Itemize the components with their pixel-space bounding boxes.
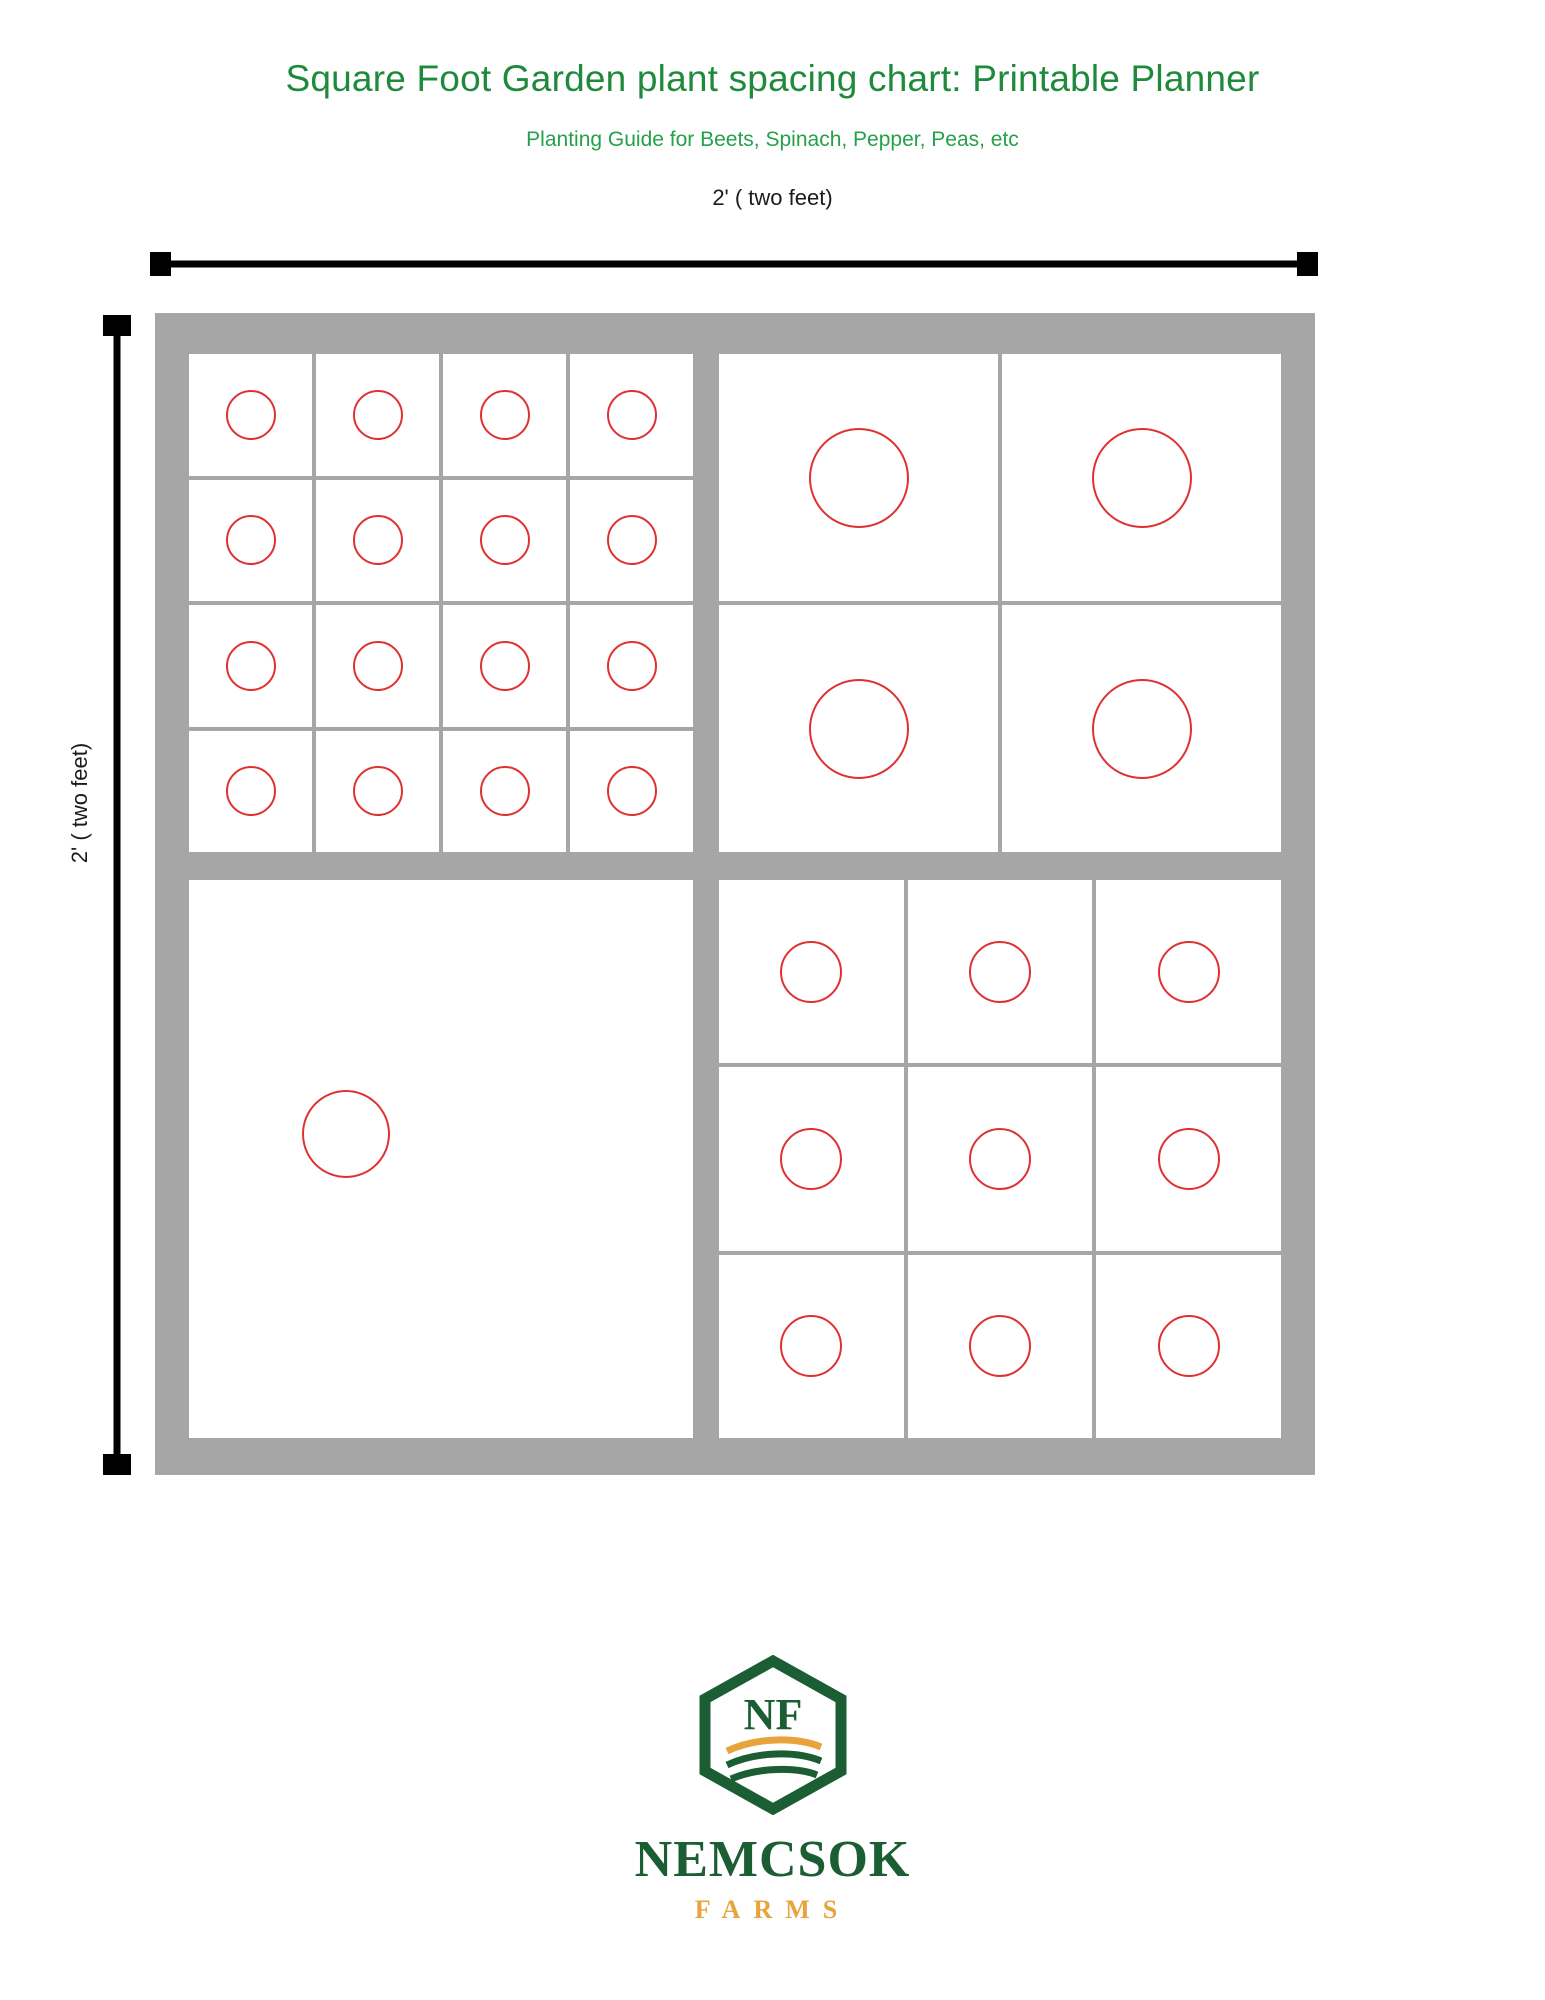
nemcsok-farms-hex-icon xyxy=(693,1655,853,1815)
plant-circle-icon xyxy=(969,1315,1031,1377)
planting-cell xyxy=(187,878,695,1440)
plant-circle-icon xyxy=(969,1128,1031,1190)
plant-circle-icon xyxy=(607,515,657,565)
plant-circle-icon xyxy=(780,1128,842,1190)
planting-cell xyxy=(717,878,906,1065)
plant-circle-icon xyxy=(353,515,403,565)
plant-circle-icon xyxy=(480,641,530,691)
plant-circle-icon xyxy=(353,390,403,440)
planting-cell xyxy=(717,1065,906,1252)
plant-circle-icon xyxy=(607,641,657,691)
garden-bed xyxy=(155,313,1315,1475)
plant-circle-icon xyxy=(1158,941,1220,1003)
plant-circle-icon xyxy=(480,390,530,440)
plant-circle-icon xyxy=(809,428,909,528)
quadrant-bottom-right xyxy=(717,878,1283,1440)
planting-cell xyxy=(1000,603,1283,854)
planting-cell xyxy=(568,603,695,729)
quadrant-top-left xyxy=(187,352,695,854)
left-dimension-label: 2' ( two feet) xyxy=(67,742,92,864)
planting-cell xyxy=(717,1253,906,1440)
planting-cell xyxy=(314,352,441,478)
planting-cell xyxy=(314,729,441,855)
plant-circle-icon xyxy=(1092,679,1192,779)
planting-cell xyxy=(906,878,1095,1065)
planting-cell xyxy=(441,352,568,478)
brand-tagline: FARMS xyxy=(694,1895,851,1924)
plant-circle-icon xyxy=(302,1090,390,1178)
planting-cell xyxy=(568,729,695,855)
brand-logo xyxy=(0,1655,1545,1925)
plant-circle-icon xyxy=(226,766,276,816)
planting-cell xyxy=(441,603,568,729)
planting-cell xyxy=(441,478,568,604)
planting-cell xyxy=(187,729,314,855)
plant-circle-icon xyxy=(1158,1128,1220,1190)
plant-circle-icon xyxy=(969,941,1031,1003)
planting-cell xyxy=(568,478,695,604)
plant-circle-icon xyxy=(780,941,842,1003)
page-subtitle: Planting Guide for Beets, Spinach, Pepper, Peas, etc xyxy=(526,128,1019,151)
planting-cell xyxy=(717,603,1000,854)
top-dimension-arrow xyxy=(150,252,1318,276)
plant-circle-icon xyxy=(353,766,403,816)
planting-cell xyxy=(1000,352,1283,603)
planting-cell xyxy=(1094,878,1283,1065)
plant-circle-icon xyxy=(226,390,276,440)
plant-circle-icon xyxy=(480,766,530,816)
planting-cell xyxy=(906,1253,1095,1440)
plant-circle-icon xyxy=(607,766,657,816)
plant-circle-icon xyxy=(607,390,657,440)
top-dimension-label: 2' ( two feet) xyxy=(712,185,833,210)
plant-circle-icon xyxy=(809,679,909,779)
planting-cell xyxy=(1094,1253,1283,1440)
planting-cell xyxy=(187,603,314,729)
brand-name: NEMCSOK xyxy=(634,1831,911,1888)
left-dimension-arrow xyxy=(103,315,131,1475)
plant-circle-icon xyxy=(226,515,276,565)
planting-cell xyxy=(441,729,568,855)
planting-cell xyxy=(906,1065,1095,1252)
svg-text:NF: NF xyxy=(743,1690,802,1739)
planting-cell xyxy=(187,478,314,604)
planting-cell xyxy=(187,352,314,478)
plant-circle-icon xyxy=(1158,1315,1220,1377)
planting-cell xyxy=(314,478,441,604)
plant-circle-icon xyxy=(353,641,403,691)
plant-circle-icon xyxy=(780,1315,842,1377)
plant-circle-icon xyxy=(1092,428,1192,528)
planting-cell xyxy=(314,603,441,729)
plant-circle-icon xyxy=(226,641,276,691)
planting-cell xyxy=(717,352,1000,603)
planting-cell xyxy=(1094,1065,1283,1252)
quadrant-top-right xyxy=(717,352,1283,854)
quadrant-bottom-left xyxy=(187,878,695,1440)
planting-cell xyxy=(568,352,695,478)
plant-circle-icon xyxy=(480,515,530,565)
page-title: Square Foot Garden plant spacing chart: Printable Planner xyxy=(285,58,1260,99)
